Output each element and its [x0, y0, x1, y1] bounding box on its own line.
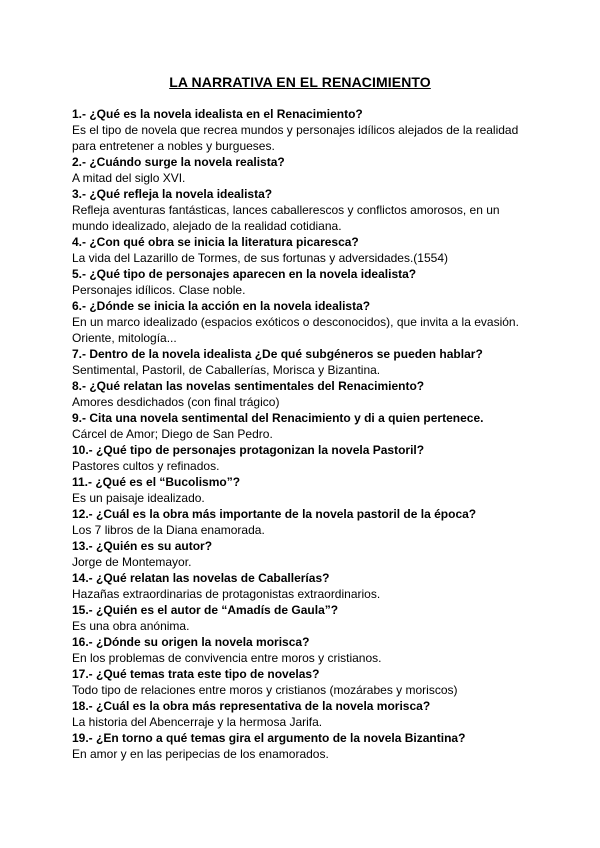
question-text: 12.- ¿Cuál es la obra más importante de la novela pastoril de la época?: [72, 507, 477, 521]
answer-text: Los 7 libros de la Diana enamorada.: [72, 523, 265, 537]
answer-text: Pastores cultos y refinados.: [72, 459, 220, 473]
qa-item: [72, 602, 542, 634]
qa-item: [72, 506, 542, 538]
answer-text: La historia del Abencerraje y la hermosa Jarifa.: [72, 715, 323, 729]
qa-item: [72, 186, 542, 234]
question-text: 5.- ¿Qué tipo de personajes aparecen en la novela idealista?: [72, 267, 417, 281]
qa-item: [72, 474, 542, 506]
answer-text: Es el tipo de novela que recrea mundos y personajes idílicos alejados de la realidad: [72, 123, 519, 137]
qa-item: [72, 538, 542, 570]
qa-item: [72, 634, 542, 666]
page-title: LA NARRATIVA EN EL RENACIMIENTO: [169, 74, 431, 90]
question-answer-list: [72, 106, 542, 762]
question-text: 18.- ¿Cuál es la obra más representativa de la novela morisca?: [72, 699, 431, 713]
qa-item: [72, 346, 542, 378]
qa-item: [72, 106, 542, 154]
answer-text: Amores desdichados (con final trágico): [72, 395, 280, 409]
question-text: 10.- ¿Qué tipo de personajes protagonizan la novela Pastoril?: [72, 443, 425, 457]
answer-text: La vida del Lazarillo de Tormes, de sus fortunas y adversidades.(1554): [72, 251, 448, 265]
answer-text: A mitad del siglo XVI.: [72, 171, 186, 185]
answer-text: Todo tipo de relaciones entre moros y cristianos (mozárabes y moriscos): [72, 683, 458, 697]
question-text: 9.- Cita una novela sentimental del Renacimiento y di a quien pertenece.: [72, 411, 484, 425]
qa-item: [72, 410, 542, 442]
question-text: 14.- ¿Qué relatan las novelas de Caballerías?: [72, 571, 330, 585]
question-text: 2.- ¿Cuándo surge la novela realista?: [72, 155, 285, 169]
question-text: 8.- ¿Qué relatan las novelas sentimentales del Renacimiento?: [72, 379, 425, 393]
qa-item: [72, 698, 542, 730]
answer-text: para entretener a nobles y burgueses.: [72, 139, 275, 153]
answer-text: En los problemas de convivencia entre moros y cristianos.: [72, 651, 382, 665]
answer-text: En un marco idealizado (espacios exóticos o desconocidos), que invita a la evasión.: [72, 315, 519, 329]
qa-item: [72, 378, 542, 410]
question-text: 4.- ¿Con qué obra se inicia la literatura picaresca?: [72, 235, 359, 249]
qa-item: [72, 730, 542, 762]
qa-item: [72, 442, 542, 474]
qa-item: [72, 154, 542, 186]
answer-text: Sentimental, Pastoril, de Caballerías, Morisca y Bizantina.: [72, 363, 381, 377]
question-text: 3.- ¿Qué refleja la novela idealista?: [72, 187, 273, 201]
question-text: 16.- ¿Dónde su origen la novela morisca?: [72, 635, 310, 649]
question-text: 11.- ¿Qué es el “Bucolismo”?: [72, 475, 241, 489]
answer-text: Cárcel de Amor; Diego de San Pedro.: [72, 427, 273, 441]
answer-text: mundo idealizado, alejado de la realidad cotidiana.: [72, 219, 342, 233]
qa-item: [72, 298, 542, 346]
question-text: 17.- ¿Qué temas trata este tipo de novelas?: [72, 667, 320, 681]
question-text: 15.- ¿Quién es el autor de “Amadís de Gaula”?: [72, 603, 339, 617]
answer-text: Es una obra anónima.: [72, 619, 190, 633]
qa-item: [72, 570, 542, 602]
answer-text: Refleja aventuras fantásticas, lances caballerescos y conflictos amorosos, en un: [72, 203, 500, 217]
answer-text: Personajes idílicos. Clase noble.: [72, 283, 246, 297]
answer-text: En amor y en las peripecias de los enamorados.: [72, 747, 329, 761]
qa-item: [72, 266, 542, 298]
question-text: 1.- ¿Qué es la novela idealista en el Renacimiento?: [72, 107, 363, 121]
answer-text: Es un paisaje idealizado.: [72, 491, 205, 505]
question-text: 6.- ¿Dónde se inicia la acción en la novela idealista?: [72, 299, 371, 313]
answer-text: Oriente, mitología...: [72, 331, 177, 345]
qa-item: [72, 234, 542, 266]
qa-item: [72, 666, 542, 698]
question-text: 19.- ¿En torno a qué temas gira el argumento de la novela Bizantina?: [72, 731, 466, 745]
question-text: 7.- Dentro de la novela idealista ¿De qué subgéneros se pueden hablar?: [72, 347, 483, 361]
answer-text: Jorge de Montemayor.: [72, 555, 192, 569]
question-text: 13.- ¿Quién es su autor?: [72, 539, 213, 553]
answer-text: Hazañas extraordinarias de protagonistas extraordinarios.: [72, 587, 381, 601]
